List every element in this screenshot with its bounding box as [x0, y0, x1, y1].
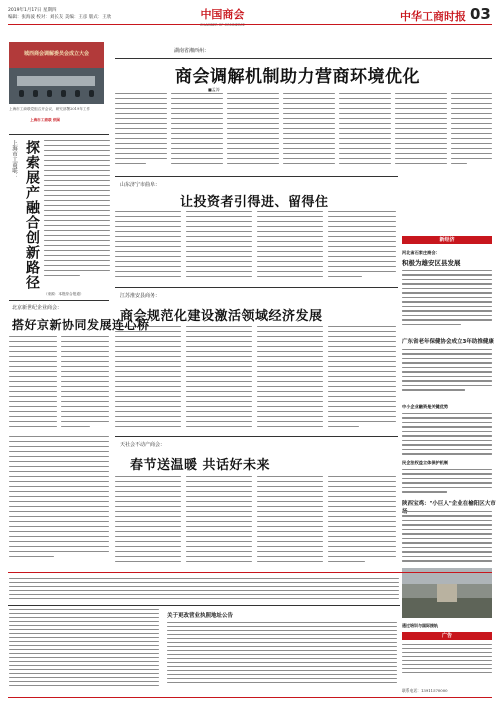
lead-region-tag: 湖南省湘西州：: [174, 48, 210, 54]
ad-label: 广告: [402, 632, 492, 640]
lead-col-6: [395, 93, 447, 171]
tianjin-col-4: [328, 476, 396, 566]
contact-line: 联系电话：13911570000: [402, 688, 448, 693]
sidebar-item-1-title: 积极为雄安区县发展: [402, 259, 461, 267]
sidebar-subhead-1: 中小企业融资是关键优势: [402, 404, 449, 409]
tianjin-col-3: [257, 476, 323, 566]
shanghai-body: [44, 140, 110, 290]
shanghai-end-note: （来源：本报综合报道）: [44, 292, 84, 296]
banner-text: 城西商会调解委员会成立大会: [23, 51, 89, 57]
ad-block-2: [167, 622, 397, 689]
lead-headline: 商会调解机制助力营商环境优化: [175, 67, 420, 87]
sidebar-item-1-body: [402, 270, 492, 330]
date-line: 2019年1月17日 星期四: [8, 8, 57, 13]
editor-line: 编辑：张海波 校对：刘长友 美编：王彦 版式：王欣: [8, 15, 112, 20]
lead-col-4: [283, 93, 335, 171]
lead-col-3: [227, 93, 279, 171]
paper-name: 中华工商时报: [400, 10, 466, 23]
jiangsu-col-4: [328, 326, 396, 431]
jiangsu-region-tag: 江苏淮安县商务：: [120, 293, 161, 299]
photo-caption: 上海市工商联党组召开会议，研究部署2019年工作: [9, 107, 91, 111]
tianjin-col-1: [115, 476, 181, 566]
shandong-col-4: [328, 211, 396, 281]
shandong-col-3: [257, 211, 323, 281]
photo-credit: 上海市工商联 供图: [30, 118, 61, 122]
ad-block-3: [402, 644, 492, 684]
beixin-col-2: [61, 336, 109, 431]
lead-byline: ■孟涛: [208, 87, 220, 92]
sidebar-subhead-3: 通过培训与国际接轨: [402, 623, 438, 628]
notice-title: 关于更改营业执照地址公告: [167, 613, 234, 619]
sidebar-header: 新经济: [402, 236, 492, 244]
shandong-headline: 让投资者引得进、留得住: [180, 195, 329, 210]
shandong-col-2: [186, 211, 252, 281]
meeting-photo: [9, 42, 104, 104]
sidebar-photo: [402, 568, 492, 618]
jiangsu-col-1: [115, 326, 181, 431]
sidebar-item-2-title: 广东省老年保健协会成立3年助推健康: [402, 339, 494, 345]
sidebar-item-3-body: [402, 511, 492, 567]
sidebar-item-1-tag: 河北省石家庄商会：: [402, 250, 440, 255]
tianjin-headline: 春节送温暖 共话好未来: [130, 458, 271, 473]
sidebar-item-3-title: 陕西宝鸡："小巨人"企业在榆阳区大市: [402, 501, 496, 507]
beixin-region-tag: 北京新世纪企业商会：: [12, 305, 63, 311]
page-number: 03: [470, 5, 491, 23]
shandong-region-tag: 山东济宁市曲阜：: [120, 182, 161, 188]
shanghai-title: 探索展产融合创新路径: [24, 140, 40, 290]
lead-col-2: [171, 93, 223, 171]
sidebar-subhead-2: 民企法权益立体保护机制: [402, 460, 449, 465]
sidebar-item-2-body-3: [402, 469, 492, 499]
shanghai-sub: 上海市工商联：: [11, 140, 17, 179]
left-lower-body: [9, 436, 109, 566]
tianjin-col-2: [186, 476, 252, 566]
sidebar-item-2-body: [402, 349, 492, 399]
jiangsu-headline: 商会规范化建设激活领域经济发展: [120, 309, 323, 324]
lead-col-7: [451, 93, 492, 171]
shandong-col-1: [115, 211, 181, 281]
logo-cn: 中国商会: [200, 8, 245, 21]
lead-col-5: [339, 93, 391, 171]
notice-strip: [9, 578, 399, 602]
beixin-col-1: [9, 336, 57, 431]
header-rule: [8, 24, 492, 25]
lead-col-1: [115, 93, 167, 171]
tianjin-region-tag: 天社会不动产商会：: [120, 442, 166, 448]
sidebar-item-2-body-2: [402, 413, 492, 458]
beixin-headline: 搭好京新协同发展连心桥: [12, 318, 150, 332]
jiangsu-col-3: [257, 326, 323, 431]
jiangsu-col-2: [186, 326, 252, 431]
ad-block-1: [9, 609, 159, 689]
